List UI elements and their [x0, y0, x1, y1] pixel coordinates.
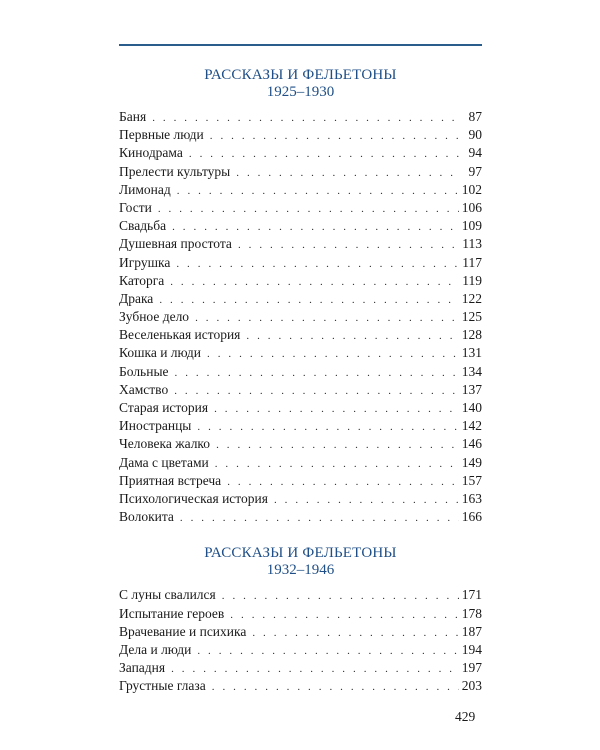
- dot-leader: [274, 494, 459, 506]
- toc-entry-page: 157: [461, 472, 482, 488]
- page-number: 429: [455, 709, 476, 724]
- dot-leader: [236, 167, 461, 179]
- dot-leader: [195, 312, 459, 324]
- dot-leader: [197, 645, 458, 657]
- dot-leader: [238, 239, 459, 251]
- toc-entry-page: 146: [461, 436, 482, 452]
- toc-entry: [119, 642, 482, 660]
- dot-leader: [171, 663, 459, 675]
- toc-entry: [119, 236, 482, 254]
- toc-entry: [119, 182, 482, 200]
- top-rule: [119, 44, 482, 46]
- toc-entry-page: 122: [461, 290, 482, 306]
- toc-entry-title: С луны свалился: [119, 587, 216, 603]
- toc-entry: [119, 109, 482, 127]
- toc-entry: [119, 309, 482, 327]
- toc-entry-title: Приятная встреча: [119, 472, 222, 488]
- table-of-contents: [119, 67, 482, 696]
- toc-entry: [119, 678, 482, 696]
- toc-entry: [119, 382, 482, 400]
- toc-entry-title: Хамство: [119, 381, 169, 397]
- toc-entry-title: Дама с цветами: [119, 454, 209, 470]
- toc-entry-title: Испытание героев: [119, 605, 225, 621]
- toc-entry-title: Гости: [119, 199, 152, 215]
- toc-entry: [119, 273, 482, 291]
- toc-list: [119, 587, 482, 696]
- dot-leader: [177, 185, 459, 197]
- toc-entry: [119, 455, 482, 473]
- toc-entry-title: Человека жалко: [119, 436, 211, 452]
- toc-entry-title: Душевная простота: [119, 236, 232, 252]
- toc-entry-title: Дела и люди: [119, 641, 192, 657]
- toc-entry-page: 187: [461, 623, 482, 639]
- section-years: 1925–1930: [266, 84, 335, 100]
- toc-entry-title: Иностранцы: [119, 418, 192, 434]
- toc-entry: [119, 164, 482, 182]
- toc-entry-page: 94: [468, 145, 482, 161]
- toc-entry-page: 109: [461, 218, 482, 234]
- dot-leader: [214, 403, 459, 415]
- toc-entry: [119, 606, 482, 624]
- dot-leader: [180, 512, 459, 524]
- dot-leader: [175, 367, 459, 379]
- toc-entry-title: Зубное дело: [119, 309, 190, 325]
- toc-entry: [119, 624, 482, 642]
- toc-entry: [119, 587, 482, 605]
- toc-entry-page: 166: [461, 509, 482, 525]
- toc-entry-title: Каторга: [119, 272, 165, 288]
- toc-section-1932-1946: [119, 545, 482, 696]
- section-heading: [119, 67, 482, 101]
- toc-entry-page: 106: [461, 199, 482, 215]
- toc-entry-page: 171: [461, 587, 482, 603]
- toc-entry-title: Врачевание и психика: [119, 623, 247, 639]
- dot-leader: [246, 330, 458, 342]
- section-title: РАССКАЗЫ И ФЕЛЬЕТОНЫ: [204, 67, 397, 83]
- dot-leader: [252, 627, 458, 639]
- dot-leader: [212, 681, 459, 693]
- toc-entry-page: 119: [462, 272, 482, 288]
- toc-entry-title: Веселенькая история: [119, 327, 241, 343]
- dot-leader: [230, 609, 458, 621]
- toc-entry: [119, 509, 482, 527]
- toc-entry-title: Баня: [119, 109, 147, 124]
- toc-section-1925-1930: [119, 67, 482, 527]
- dot-leader: [158, 203, 459, 215]
- dot-leader: [170, 276, 459, 288]
- toc-entry: [119, 400, 482, 418]
- toc-entry: [119, 291, 482, 309]
- toc-entry-title: Кошка и люди: [119, 345, 202, 361]
- toc-entry-title: Волокита: [119, 509, 174, 525]
- toc-entry-page: 134: [461, 363, 482, 379]
- toc-entry-title: Психологическая история: [119, 490, 268, 506]
- toc-entry-page: 128: [461, 327, 482, 343]
- toc-entry-title: Больные: [119, 363, 169, 379]
- toc-entry-page: 131: [461, 345, 482, 361]
- dot-leader: [176, 258, 459, 270]
- dot-leader: [210, 130, 461, 142]
- toc-entry: [119, 200, 482, 218]
- toc-entry-title: Грустные глаза: [119, 678, 206, 694]
- dot-leader: [215, 458, 459, 470]
- toc-entry: [119, 418, 482, 436]
- dot-leader: [189, 148, 461, 160]
- toc-entry: [119, 127, 482, 145]
- dot-leader: [152, 112, 461, 124]
- section-heading: [119, 545, 482, 579]
- toc-entry-title: Лимонад: [119, 181, 171, 197]
- toc-entry-title: Старая история: [119, 400, 209, 415]
- toc-entry: [119, 660, 482, 678]
- toc-entry-page: 97: [468, 163, 482, 179]
- dot-leader: [172, 221, 459, 233]
- toc-entry-page: 149: [461, 454, 482, 470]
- toc-entry-page: 90: [468, 127, 482, 143]
- toc-entry: [119, 364, 482, 382]
- dot-leader: [159, 294, 458, 306]
- toc-entry-page: 203: [461, 678, 482, 694]
- toc-entry-page: 125: [461, 309, 482, 325]
- toc-list: [119, 109, 482, 527]
- toc-entry-page: 140: [461, 400, 482, 415]
- toc-entry-page: 194: [461, 641, 482, 657]
- toc-entry-title: Западня: [119, 660, 166, 676]
- toc-entry: [119, 218, 482, 236]
- toc-entry-title: Кинодрама: [119, 145, 183, 161]
- toc-entry-title: Игрушка: [119, 254, 171, 270]
- section-title: РАССКАЗЫ И ФЕЛЬЕТОНЫ: [204, 545, 397, 562]
- toc-entry-title: Первные люди: [119, 127, 204, 143]
- toc-entry-page: 87: [468, 109, 482, 124]
- toc-entry-title: Прелести культуры: [119, 163, 231, 179]
- section-years: 1932–1946: [266, 562, 335, 579]
- toc-entry-page: 102: [461, 181, 482, 197]
- toc-entry: [119, 255, 482, 273]
- toc-entry: [119, 436, 482, 454]
- toc-entry: [119, 491, 482, 509]
- toc-entry-page: 197: [461, 660, 482, 676]
- toc-entry: [119, 345, 482, 363]
- dot-leader: [216, 439, 459, 451]
- toc-entry-page: 178: [461, 605, 482, 621]
- toc-entry: [119, 145, 482, 163]
- toc-entry-page: 137: [461, 381, 482, 397]
- dot-leader: [222, 590, 459, 602]
- toc-entry: [119, 473, 482, 491]
- toc-entry-page: 113: [462, 236, 482, 252]
- toc-entry-page: 142: [461, 418, 482, 434]
- toc-entry-page: 163: [461, 490, 482, 506]
- dot-leader: [207, 348, 459, 360]
- dot-leader: [174, 385, 459, 397]
- dot-leader: [227, 476, 459, 488]
- toc-entry-title: Свадьба: [119, 218, 167, 234]
- toc-entry: [119, 327, 482, 345]
- toc-entry-title: Драка: [119, 290, 154, 306]
- dot-leader: [197, 421, 458, 433]
- toc-entry-page: 117: [462, 254, 482, 270]
